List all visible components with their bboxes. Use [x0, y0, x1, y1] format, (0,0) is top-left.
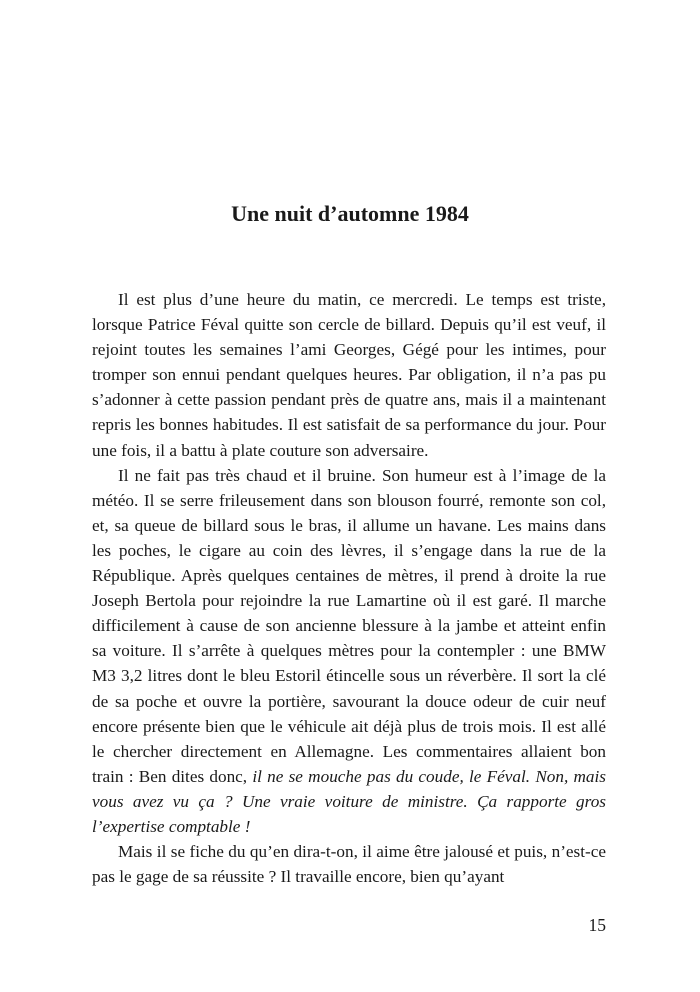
paragraph-1: Il est plus d’une heure du matin, ce mercredi. Le temps est triste, lorsque Patrice Féval quitte son cercle de billard. Depuis qu’il est veuf, il rejoint toutes les semaines l’ami Georges, Gégé pour les intimes, pour tromper son ennui pendant quelques heures. Par obligation, il n’a pas pu s’adonner à cette passion pendant près de quatre ans, mais il a maintenant repris les bonnes habitudes. Il est satisfait de sa performance du jour. Pour une fois, il a battu à plate couture son adversaire. — [92, 290, 606, 460]
page-number: 15 — [588, 915, 606, 935]
paragraph-2-text: Il ne fait pas très chaud et il bruine. Son humeur est à l’image de la météo. Il se serre frileusement dans son blouson fourré, remonte son col, et, sa queue de billard sous le bras, il allume un havane. Les mains dans les poches, le cigare au coin des lèvres, il s’engage dans la rue de la République. Après quelques centaines de mètres, il prend à droite la rue Joseph Bertola pour rejoindre la rue Lamartine où il est garé. Il marche difficilement à cause de son ancienne blessure à la jambe et atteint enfin sa voiture. Il s’arrête à quelques mètres pour la contempler : une BMW M3 3,2 litres dont le bleu Estoril étincelle sous un réverbère. Il sort la clé de sa poche et ouvre la portière, savourant la douce odeur de cuir neuf encore présente bien que le véhicule ait déjà plus de trois mois. Il est allé le chercher directement en Allemagne. Les commentaires allaient bon train : Ben dites donc, — [92, 465, 606, 786]
paragraph-2-italic-quote: il ne se mouche pas du coude, le Féval. Non, mais vous avez vu ça ? Une vraie voiture de ministre. Ça rapporte gros l’expertise comptable ! — [92, 766, 606, 836]
paragraph-3: Mais il se fiche du qu’en dira-t-on, il aime être jalousé et puis, n’est-ce pas le gage de sa réussite ? Il travaille encore, bien qu’ayant — [92, 842, 606, 887]
paragraph-2 — [92, 463, 606, 839]
chapter-title: Une nuit d’automne 1984 — [231, 201, 469, 226]
chapter-body — [92, 287, 606, 889]
